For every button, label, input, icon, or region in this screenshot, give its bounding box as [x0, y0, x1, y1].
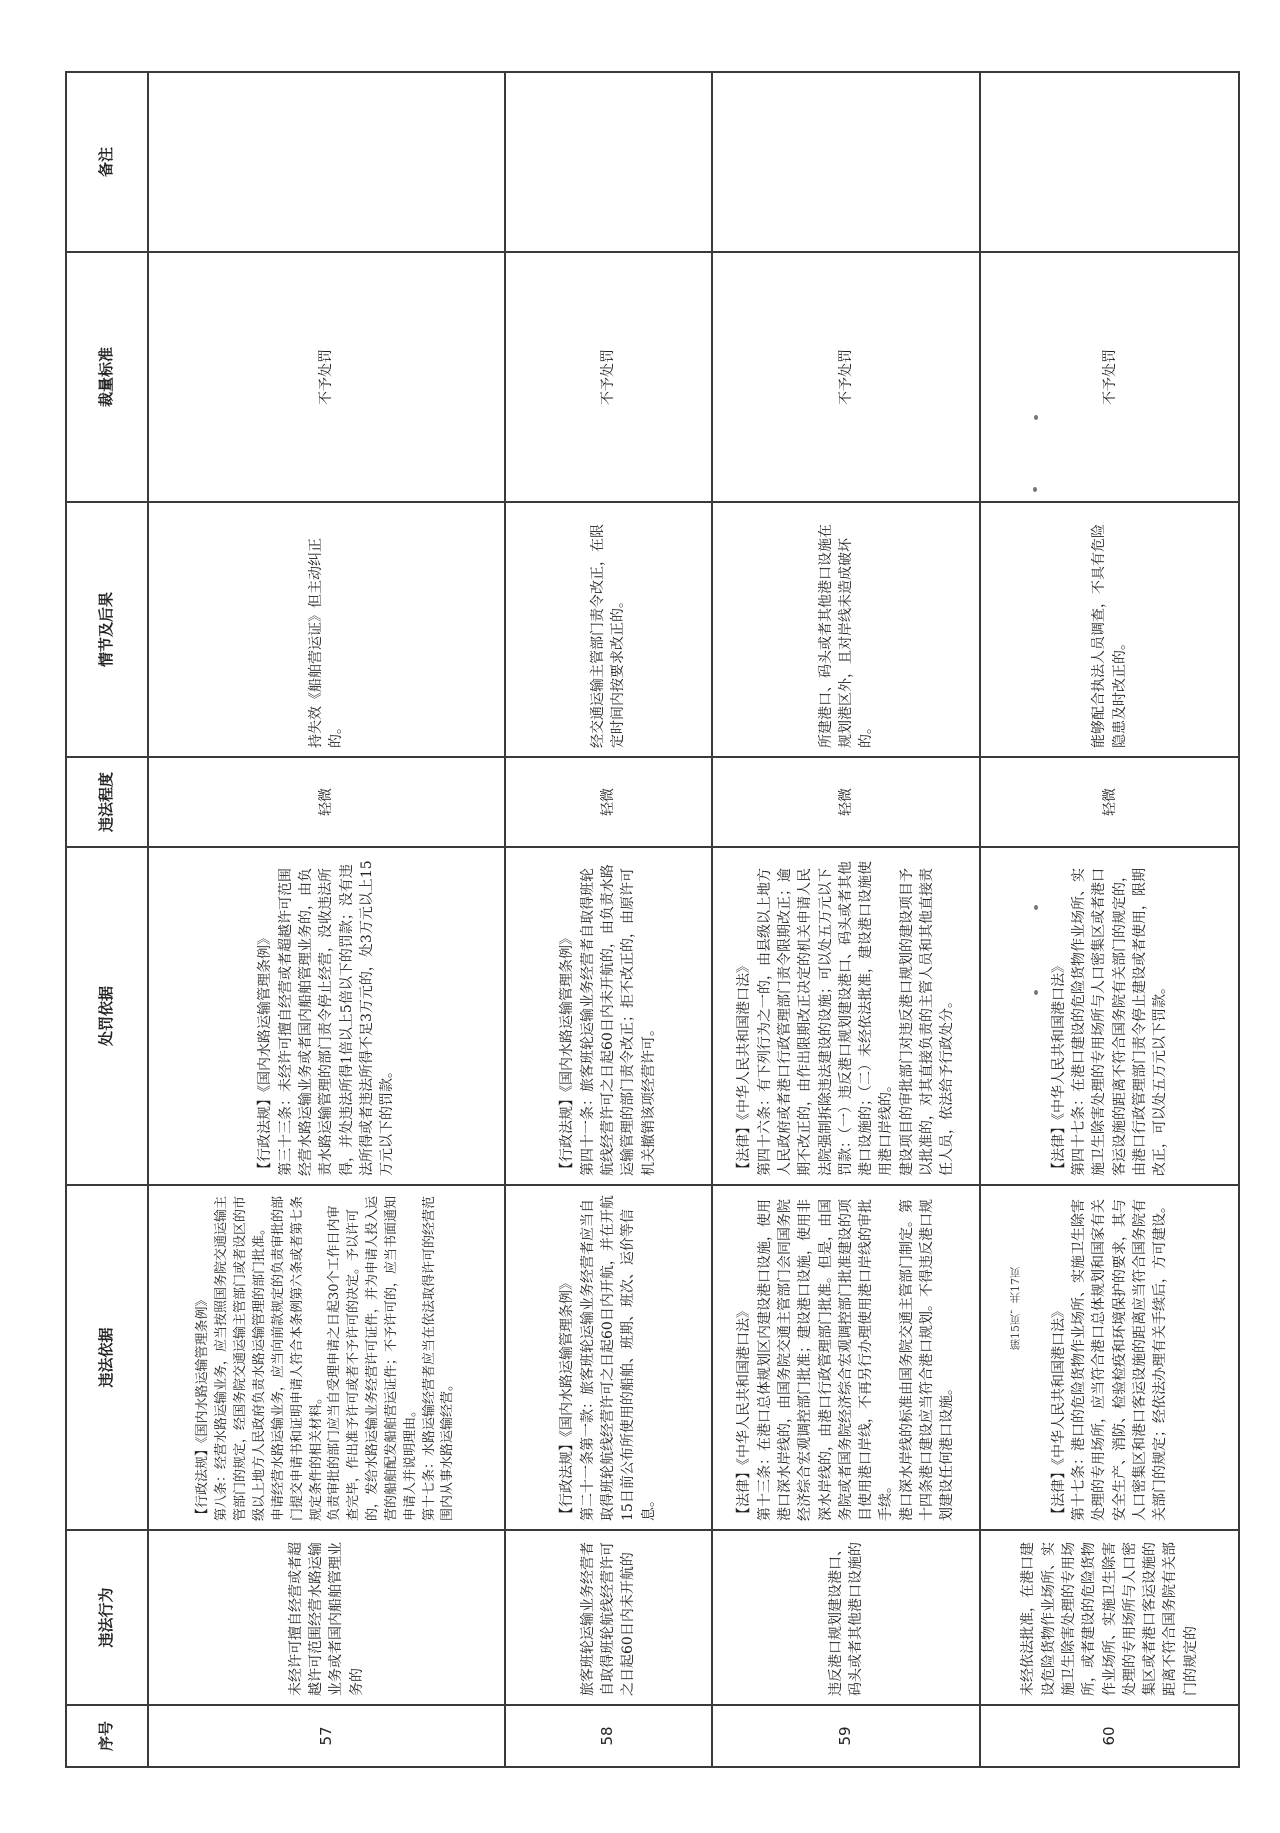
header-standard: 裁量标准: [66, 252, 148, 502]
row-circumstance: 所建港口、码头或者其他港口设施在规划港区外，且对岸线未造成破坏的。: [712, 502, 981, 757]
table-row: [712, 72, 981, 1767]
header-penalty-basis: 处罚依据: [66, 847, 148, 1185]
header-seq: 序号: [66, 1705, 148, 1767]
table-row: [148, 72, 505, 1767]
row-basis: 【行政法规】《国内水路运输管理条例》 第二十一条第一款：旅客班轮运输业务经营者应当自取得班轮航线经营许可之日起60日内开航，并在开航15日前公布所使用的船舶、班期、班次、运价等信息。: [505, 1185, 712, 1530]
row-seq: 60: [980, 1705, 1239, 1767]
row-degree: 轻微: [505, 757, 712, 847]
header-degree: 违法程度: [66, 757, 148, 847]
row-act: 违反港口规划建设港口、码头或者其他港口设施的: [712, 1530, 981, 1705]
row-penalty-basis: 【行政法规】《国内水路运输管理条例》 第四十一条：旅客班轮运输业务经营者自取得班轮航线经营许可之日起60日内未开航的，由负责水路运输管理的部门责令改正；拒不改正的，由原许可机关撤销该项经营许可。: [505, 847, 712, 1185]
page-number: 第15页，共17页: [1009, 1267, 1022, 1350]
row-circumstance: 经交通运输主管部门责令改正，在限定时间内按要求改正的。: [505, 502, 712, 757]
row-basis: 【法律】《中华人民共和国港口法》 第十三条：在港口总体规划区内建设港口设施，使用港口深水岸线的，由国务院交通主管部门会同国务院经济综合宏观调控部门批准；建设港口设施，使用非深水岸线的，由港口行政管理部门批准。但是，由国务院或者国务院经济综合宏观调控部门批准建设的项目使用港口岸线，不再另行办理使用港口岸线的审批手续。 港口深水岸线的标准由国务院交通主管部门制定。第十四条港口建设应当符合港口规划。不得违反港口规划建设任何港口设施。: [712, 1185, 981, 1530]
row-seq: 57: [148, 1705, 505, 1767]
row-act: 未经许可擅自经营或者超越许可范围经营水路运输业务或者国内船舶管理业务的: [148, 1530, 505, 1705]
row-act: 未经依法批准，在港口建设危险货物作业场所、实施卫生除害处理的专用场所，或者建设的危险货物作业场所、实施卫生除害处理的专用场所与人口密集区或者港口客运设施的距离不符合国务院有关部门的规定的: [980, 1530, 1239, 1705]
row-degree: 轻微: [980, 757, 1239, 847]
header-act: 违法行为: [66, 1530, 148, 1705]
header-circumstance: 情节及后果: [66, 502, 148, 757]
row-standard: 不予处罚: [505, 252, 712, 502]
scan-speck: [1034, 905, 1038, 910]
row-circumstance: 持失效《船舶营运证》但主动纠正的。: [148, 502, 505, 757]
table-row: [505, 72, 712, 1767]
row-remark: [148, 72, 505, 252]
row-seq: 58: [505, 1705, 712, 1767]
row-degree: 轻微: [712, 757, 981, 847]
row-standard: 不予处罚: [148, 252, 505, 502]
header-basis: 违法依据: [66, 1185, 148, 1530]
row-penalty-basis: 【法律】《中华人民共和国港口法》 第四十六条：有下列行为之一的，由县级以上地方人民政府或者港口行政管理部门责令限期改正；逾期不改正的，由作出限期改正决定的机关申请人民法院强制拆除违法建设的设施；可以处五万元以下罚款：（一）违反港口规划建设港口、码头或者其他港口设施的；（二）未经依法批准，建设港口设施使用港口岸线的。 建设项目的审批部门对违反港口规划的建设项目予以批准的，对其直接负责的主管人员和其他直接责任人员，依法给予行政处分。: [712, 847, 981, 1185]
row-remark: [712, 72, 981, 252]
row-basis: 【行政法规】《国内水路运输管理条例》 第八条：经营水路运输业务，应当按照国务院交通运输主管部门的规定，经国务院交通运输主管部门或者设区的市级以上地方人民政府负责水路运输管理的部门批准。 申请经营水路运输业务，应当向前款规定的负责审批的部门提交申请书和证明申请人符合本条例第六条或者第七条规定条件的相关材料。 负责审批的部门应当自受理申请之日起30个工作日内审查完毕，作出准予许可或者不予许可的决定。予以许可的，发给水路运输业务经营许可证件，并为申请人投入运营的船舶配发船舶营运证件；不予许可的，应当书面通知申请人并说明理由。 第十七条：水路运输经营者应当在依法取得许可的经营范围内从事水路运输经营。: [148, 1185, 505, 1530]
row-remark: [980, 72, 1239, 252]
rotated-page: [65, 73, 1240, 1768]
scan-speck: [1034, 415, 1038, 420]
header-row: [66, 72, 148, 1767]
scan-speck: [1034, 990, 1038, 995]
scan-speck: [1033, 487, 1037, 492]
penalty-discretion-table: [65, 71, 1240, 1768]
row-seq: 59: [712, 1705, 981, 1767]
row-degree: 轻微: [148, 757, 505, 847]
row-circumstance: 能够配合执法人员调查，不具有危险隐患及时改正的。: [980, 502, 1239, 757]
header-remark: 备注: [66, 72, 148, 252]
row-penalty-basis: 【行政法规】《国内水路运输管理条例》 第三十三条：未经许可擅自经营或者超越许可范围经营水路运输业务或者国内船舶管理业务的，由负责水路运输管理的部门责令停止经营，没收违法所得，并处违法所得1倍以上5倍以下的罚款；没有违法所得或者违法所得不足3万元的，处3万元以上15万元以下的罚款。: [148, 847, 505, 1185]
row-penalty-basis: 【法律】《中华人民共和国港口法》 第四十七条：在港口建设的危险货物作业场所、实施卫生除害处理的专用场所与人口密集区或者港口客运设施的距离不符合国务院有关部门的规定的，由港口行政管理部门责令停止建设或者使用，限期改正，可以处五万元以下罚款。: [980, 847, 1239, 1185]
table-row: [980, 72, 1239, 1767]
row-standard: 不予处罚: [712, 252, 981, 502]
row-basis: 【法律】《中华人民共和国港口法》 第十七条：港口的危险货物作业场所、实施卫生除害处理的专用场所，应当符合港口总体规划和国家有关安全生产、消防、检验检疫和环境保护的要求，其与人口密集区和港口客运设施的距离应当符合国务院有关部门的规定；经依法办理有关手续后，方可建设。: [980, 1185, 1239, 1530]
row-remark: [505, 72, 712, 252]
row-act: 旅客班轮运输业务经营者自取得班轮航线经营许可之日起60日内未开航的: [505, 1530, 712, 1705]
row-standard: 不予处罚: [980, 252, 1239, 502]
